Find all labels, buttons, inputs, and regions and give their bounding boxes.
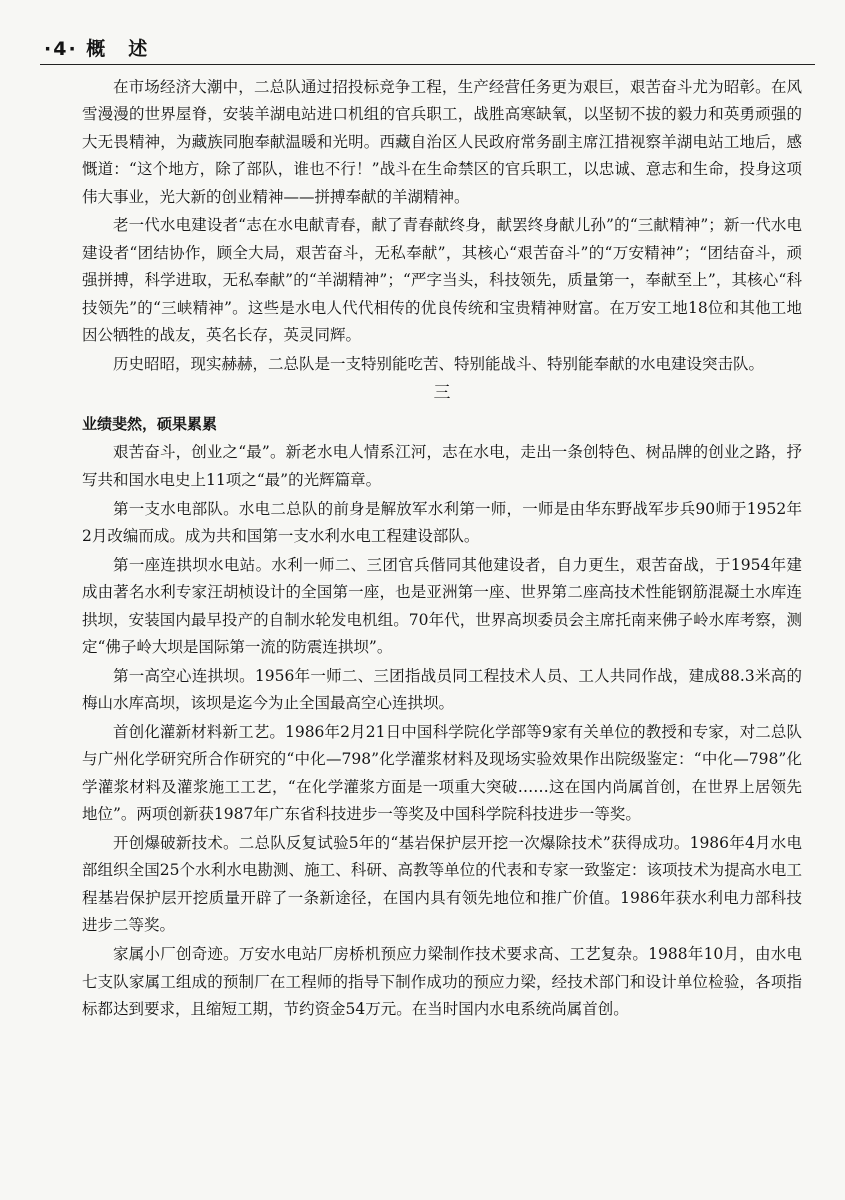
section-number: 三	[433, 382, 451, 403]
paragraph: 首创化灌新材料新工艺。1986年2月21日中国科学院化学部等9家有关单位的教授和专家，对二总队与广州化学研究所合作研究的“中化—798”化学灌浆材料及现场实验效果作出院级鉴定：“中化—798”化学灌浆材料及灌浆施工工艺，“在化学灌浆方面是一项重大突破……这在国内尚属首创，在世界上居领先地位”。两项创新获1987年广东省科技进步一等奖及中国科学院科技进步一等奖。	[82, 723, 802, 824]
section-title: 业绩斐然，硕果累累	[82, 414, 218, 433]
paragraph: 第一座连拱坝水电站。水利一师二、三团官兵偕同其他建设者，自力更生，艰苦奋战，于1954年建成由著名水利专家汪胡桢设计的全国第一座，也是亚洲第一座、世界第二座高技术性能钢筋混凝土水库连拱坝，安装国内最早投产的自制水轮发电机组。70年代，世界高坝委员会主席托南来佛子岭水库考察，测定“佛子岭大坝是国际第一流的防震连拱坝”。	[82, 555, 802, 657]
paragraph: 老一代水电建设者“志在水电献青春，献了青春献终身，献罢终身献儿孙”的“三献精神”；新一代水电建设者“团结协作，顾全大局，艰苦奋斗，无私奉献”，其核心“艰苦奋斗”的“万安精神”；“团结奋斗，顽强拼搏，科学进取，无私奉献”的“羊湖精神”；“严字当头，科技领先，质量第一，奉献至上”，其核心“科技领先”的“三峡精神”。这些是水电人代代相传的优良传统和宝贵精神财富。在万安工地18位和其他工地因公牺牲的战友，英名长存，英灵同辉。	[82, 216, 802, 345]
paragraph: 历史昭昭，现实赫赫，二总队是一支特别能吃苦、特别能战斗、特别能奉献的水电建设突击队。	[113, 354, 765, 373]
paragraph: 家属小厂创奇迹。万安水电站厂房桥机预应力梁制作技术要求高、工艺复杂。1988年10月，由水电七支队家属工组成的预制厂在工程师的指导下制作成功的预应力梁，经技术部门和设计单位检验，各项指标都达到要求，且缩短工期，节约资金54万元。在当时国内水电系统尚属首创。	[82, 945, 802, 1018]
paragraph: 开创爆破新技术。二总队反复试验5年的“基岩保护层开挖一次爆除技术”获得成功。1986年4月水电部组织全国25个水利水电勘测、施工、科研、高教等单位的代表和专家一致鉴定：该项技术为提高水电工程基岩保护层开挖质量开辟了一条新途径，在国内具有领先地位和推广价值。1986年获水利电力部科技进步二等奖。	[82, 834, 802, 935]
paragraph: 艰苦奋斗，创业之“最”。新老水电人情系江河，志在水电，走出一条创特色、树品牌的创业之路，抒写共和国水电史上11项之“最”的光辉篇章。	[82, 443, 802, 489]
paragraph: 第一支水电部队。水电二总队的前身是解放军水利第一师，一师是由华东野战军步兵90师于1952年2月改编而成。成为共和国第一支水利水电工程建设部队。	[82, 499, 802, 546]
running-head: ·4· 概 述	[44, 38, 150, 60]
header-rule	[40, 64, 815, 65]
paragraph: 在市场经济大潮中，二总队通过招投标竞争工程，生产经营任务更为艰巨，艰苦奋斗尤为昭彰。在风雪漫漫的世界屋脊，安装羊湖电站进口机组的官兵职工，战胜高寒缺氧，以坚韧不拔的毅力和英勇顽强的大无畏精神，为藏族同胞奉献温暖和光明。西藏自治区人民政府常务副主席江措视察羊湖电站工地后，感慨道：“这个地方，除了部队，谁也不行！”战斗在生命禁区的官兵职工，以忠诚、意志和生命，投身这项伟大事业，光大新的创业精神——拼搏奉献的羊湖精神。	[82, 78, 802, 206]
paragraph: 第一高空心连拱坝。1956年一师二、三团指战员同工程技术人员、工人共同作战，建成88.3米高的梅山水库高坝，该坝是迄今为止全国最高空心连拱坝。	[82, 666, 802, 713]
body-text	[82, 74, 802, 1025]
